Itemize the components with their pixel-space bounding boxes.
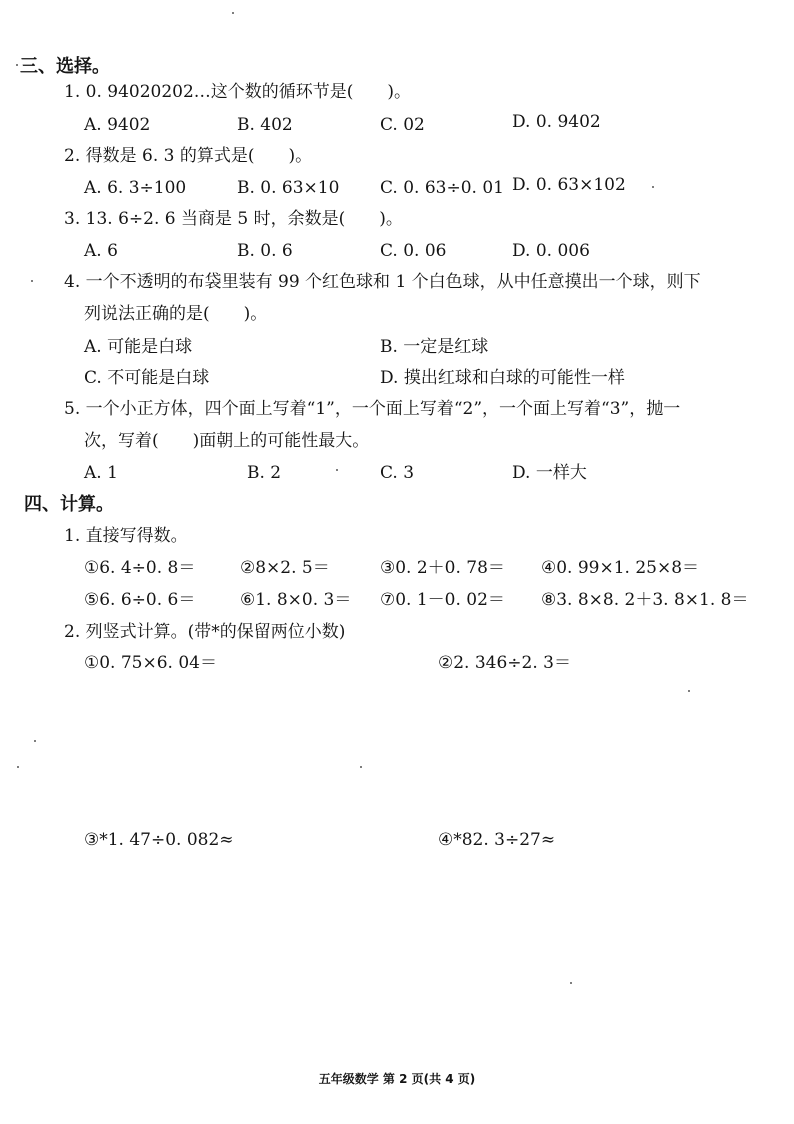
question-4-option-d: D. 摸出红球和白球的可能性一样 bbox=[380, 368, 625, 388]
page-footer: 五年级数学 第 2 页(共 4 页) bbox=[318, 1072, 476, 1086]
scan-speck bbox=[336, 469, 338, 471]
question-1-stem: 1. 0. 94020202…这个数的循环节是( )。 bbox=[64, 82, 412, 102]
question-2-option-c: C. 0. 63÷0. 01 bbox=[380, 178, 504, 198]
question-1-option-a: A. 9402 bbox=[84, 115, 151, 135]
direct-calc-item: ⑦0. 1－0. 02＝ bbox=[380, 590, 505, 610]
vertical-calc-item: ②2. 346÷2. 3＝ bbox=[438, 653, 571, 673]
scan-speck bbox=[688, 690, 690, 692]
calc-part2-title: 2. 列竖式计算。(带*的保留两位小数) bbox=[64, 622, 346, 642]
vertical-calc-item: ④*82. 3÷27≈ bbox=[438, 830, 556, 850]
direct-calc-item: ②8×2. 5＝ bbox=[240, 558, 330, 578]
question-4-option-b: B. 一定是红球 bbox=[380, 337, 489, 357]
question-5-option-b: B. 2 bbox=[247, 463, 282, 483]
question-2-option-b: B. 0. 63×10 bbox=[237, 178, 340, 198]
question-2-stem: 2. 得数是 6. 3 的算式是( )。 bbox=[64, 146, 313, 166]
question-2-option-d: D. 0. 63×102 bbox=[512, 175, 626, 195]
question-2-option-a: A. 6. 3÷100 bbox=[84, 178, 187, 198]
question-4-option-a: A. 可能是白球 bbox=[84, 337, 193, 357]
direct-calc-item: ⑧3. 8×8. 2＋3. 8×1. 8＝ bbox=[541, 590, 749, 610]
question-3-option-d: D. 0. 006 bbox=[512, 241, 590, 261]
question-1-option-c: C. 02 bbox=[380, 115, 425, 135]
scan-speck bbox=[232, 12, 234, 14]
scan-speck bbox=[16, 64, 18, 66]
question-5-option-a: A. 1 bbox=[84, 463, 118, 483]
question-5-option-d: D. 一样大 bbox=[512, 463, 587, 483]
calc-part1-title: 1. 直接写得数。 bbox=[64, 526, 188, 546]
question-5-option-c: C. 3 bbox=[380, 463, 415, 483]
scan-speck bbox=[570, 982, 572, 984]
question-4-stem-line1: 4. 一个不透明的布袋里装有 99 个红色球和 1 个白色球，从中任意摸出一个球，则下 bbox=[64, 272, 701, 292]
scan-speck bbox=[652, 186, 654, 188]
question-5-stem-line2: 次，写着( )面朝上的可能性最大。 bbox=[84, 431, 370, 451]
scan-speck bbox=[17, 766, 19, 768]
section-title-choice: 三、选择。 bbox=[20, 56, 110, 77]
question-4-stem-line2: 列说法正确的是( )。 bbox=[84, 304, 268, 324]
scan-speck bbox=[34, 740, 36, 742]
direct-calc-item: ⑥1. 8×0. 3＝ bbox=[240, 590, 352, 610]
section-title-calculation: 四、计算。 bbox=[24, 494, 114, 515]
direct-calc-item: ①6. 4÷0. 8＝ bbox=[84, 558, 196, 578]
question-3-stem: 3. 13. 6÷2. 6 当商是 5 时，余数是( )。 bbox=[64, 209, 403, 229]
question-5-stem-line1: 5. 一个小正方体，四个面上写着“1”，一个面上写着“2”，一个面上写着“3”，抛一 bbox=[64, 399, 681, 419]
question-4-option-c: C. 不可能是白球 bbox=[84, 368, 210, 388]
vertical-calc-item: ①0. 75×6. 04＝ bbox=[84, 653, 217, 673]
direct-calc-item: ③0. 2＋0. 78＝ bbox=[380, 558, 505, 578]
direct-calc-item: ⑤6. 6÷0. 6＝ bbox=[84, 590, 196, 610]
vertical-calc-item: ③*1. 47÷0. 082≈ bbox=[84, 830, 234, 850]
question-1-option-d: D. 0. 9402 bbox=[512, 112, 601, 132]
scan-speck bbox=[360, 766, 362, 768]
direct-calc-item: ④0. 99×1. 25×8＝ bbox=[541, 558, 700, 578]
question-3-option-a: A. 6 bbox=[84, 241, 118, 261]
question-3-option-b: B. 0. 6 bbox=[237, 241, 293, 261]
scan-speck bbox=[31, 280, 33, 282]
question-3-option-c: C. 0. 06 bbox=[380, 241, 447, 261]
question-1-option-b: B. 402 bbox=[237, 115, 293, 135]
